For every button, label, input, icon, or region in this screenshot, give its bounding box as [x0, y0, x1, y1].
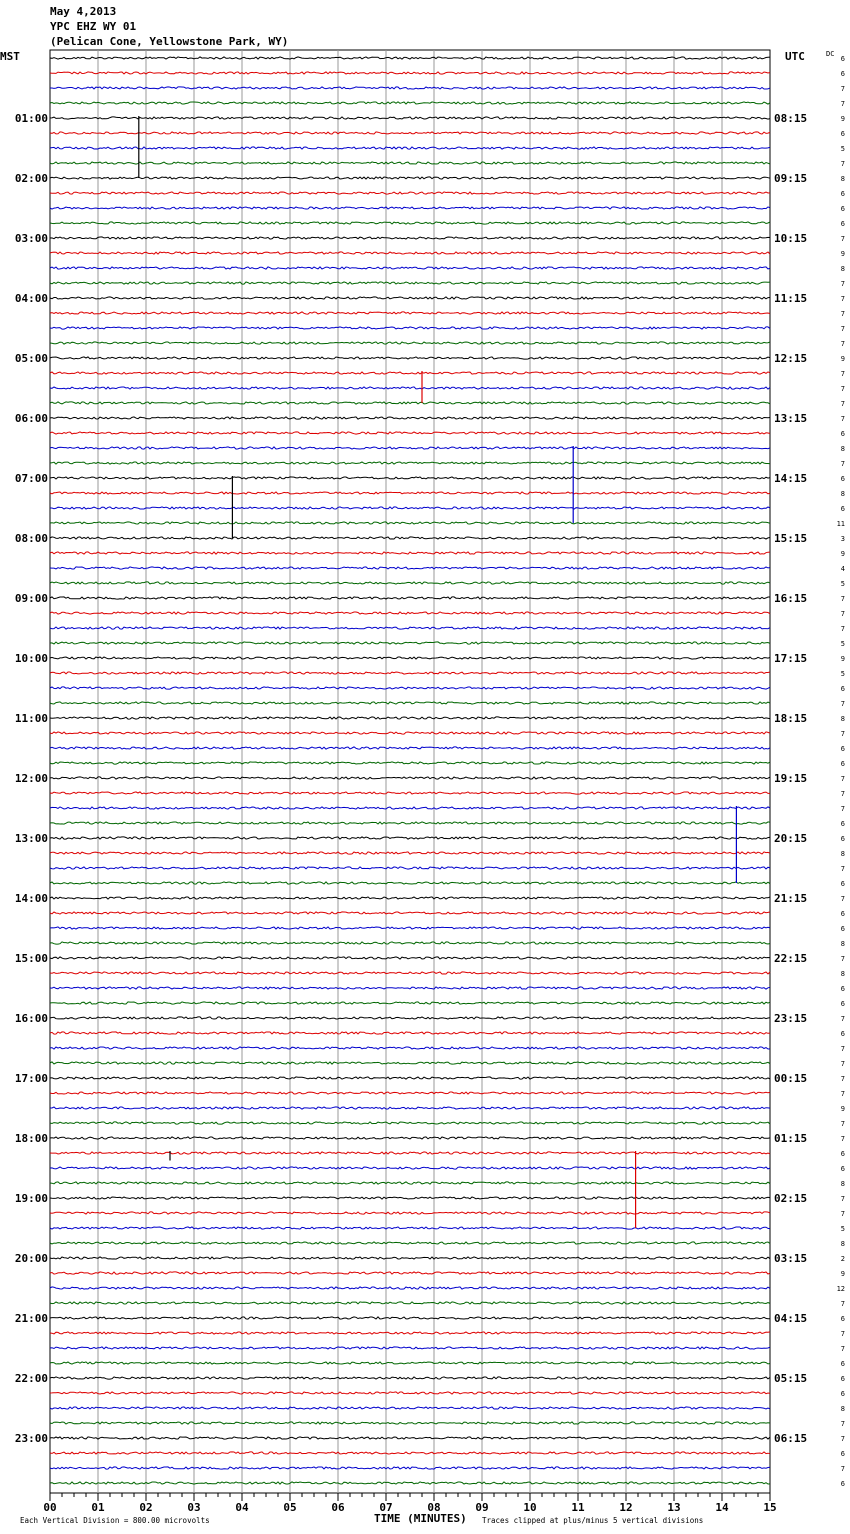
trace-line — [50, 552, 770, 554]
trace-line — [50, 507, 770, 509]
trace-line — [50, 1152, 770, 1154]
dc-offset-value: 8 — [840, 1240, 845, 1248]
left-hour-label: 01:00 — [14, 112, 48, 125]
dc-offset-value: 7 — [840, 1060, 845, 1068]
trace-line — [50, 357, 770, 359]
left-hour-label: 21:00 — [14, 1312, 48, 1325]
right-hour-label: 22:15 — [774, 952, 808, 965]
trace-line — [50, 987, 770, 989]
left-hour-label: 22:00 — [14, 1372, 48, 1385]
trace-line — [50, 702, 770, 704]
trace-line — [50, 1272, 770, 1274]
trace-line — [50, 87, 770, 89]
trace-line — [50, 1407, 770, 1409]
dc-offset-value: 8 — [840, 850, 845, 858]
trace-line — [50, 762, 770, 764]
right-hour-label: 15:15 — [774, 532, 808, 545]
trace-line — [50, 1062, 770, 1064]
dc-offset-value: 5 — [840, 580, 845, 588]
dc-offset-value: 7 — [840, 1045, 845, 1053]
dc-offset-value: 11 — [836, 520, 845, 528]
left-hour-label: 05:00 — [14, 352, 48, 365]
trace-line — [50, 477, 770, 479]
trace-line — [50, 237, 770, 239]
dc-offset-value: 7 — [840, 1345, 845, 1353]
trace-line — [50, 1452, 770, 1454]
dc-offset-value: 6 — [840, 745, 845, 753]
dc-offset-value: 9 — [840, 115, 845, 123]
trace-line — [50, 597, 770, 599]
dc-offset-value: 6 — [840, 760, 845, 768]
left-hour-label: 23:00 — [14, 1432, 48, 1445]
dc-offset-value: 7 — [840, 460, 845, 468]
dc-offset-value: 7 — [840, 1120, 845, 1128]
right-hour-label: 11:15 — [774, 292, 808, 305]
trace-line — [50, 417, 770, 419]
dc-offset-value: 6 — [840, 985, 845, 993]
x-tick-label: 13 — [667, 1501, 681, 1514]
dc-offset-value: 9 — [840, 1270, 845, 1278]
dc-offset-value: 6 — [840, 1360, 845, 1368]
right-hour-label: 04:15 — [774, 1312, 808, 1325]
dc-offset-value: 7 — [840, 100, 845, 108]
dc-offset-value: 7 — [840, 1465, 845, 1473]
dc-offset-value: 7 — [840, 295, 845, 303]
trace-line — [50, 867, 770, 869]
left-hour-label: 04:00 — [14, 292, 48, 305]
right-hour-label: 00:15 — [774, 1072, 808, 1085]
trace-line — [50, 687, 770, 689]
dc-offset-value: 7 — [840, 1210, 845, 1218]
dc-offset-value: 7 — [840, 1195, 845, 1203]
x-tick-label: 09 — [475, 1501, 489, 1514]
trace-line — [50, 792, 770, 794]
dc-offset-value: 7 — [840, 1075, 845, 1083]
dc-offset-value: 6 — [840, 190, 845, 198]
left-hour-label: 11:00 — [14, 712, 48, 725]
dc-offset-value: 6 — [840, 1030, 845, 1038]
trace-line — [50, 252, 770, 254]
plot-title-location: (Pelican Cone, Yellowstone Park, WY) — [50, 35, 289, 48]
trace-line — [50, 972, 770, 974]
x-tick-label: 05 — [283, 1501, 297, 1514]
dc-offset-value: 7 — [840, 235, 845, 243]
dc-offset-value: 6 — [840, 910, 845, 918]
dc-offset-value: 7 — [840, 85, 845, 93]
dc-offset-value: 6 — [840, 430, 845, 438]
left-hour-label: 20:00 — [14, 1252, 48, 1265]
dc-offset-value: 8 — [840, 265, 845, 273]
trace-line — [50, 462, 770, 464]
dc-offset-value: 8 — [840, 1405, 845, 1413]
dc-offset-value: 9 — [840, 250, 845, 258]
dc-offset-value: 6 — [840, 820, 845, 828]
left-hour-label: 15:00 — [14, 952, 48, 965]
trace-line — [50, 1482, 770, 1484]
trace-line — [50, 447, 770, 449]
dc-offset-value: 7 — [840, 625, 845, 633]
dc-offset-value: 6 — [840, 505, 845, 513]
dc-offset-value: 7 — [840, 775, 845, 783]
trace-line — [50, 1047, 770, 1049]
trace-line — [50, 102, 770, 104]
dc-offset-value: 2 — [840, 1255, 845, 1263]
left-hour-label: 08:00 — [14, 532, 48, 545]
trace-line — [50, 192, 770, 194]
dc-offset-value: 7 — [840, 1300, 845, 1308]
x-tick-label: 08 — [427, 1501, 441, 1514]
left-hour-label: 02:00 — [14, 172, 48, 185]
x-tick-label: 12 — [619, 1501, 633, 1514]
dc-offset-value: 9 — [840, 355, 845, 363]
scale-note: Each Vertical Division = 800.00 microvolts — [20, 1516, 210, 1525]
trace-line — [50, 747, 770, 749]
dc-offset-value: 7 — [840, 310, 845, 318]
dc-offset-value: 6 — [840, 1390, 845, 1398]
left-hour-label: 19:00 — [14, 1192, 48, 1205]
trace-line — [50, 612, 770, 614]
dc-offset-value: 9 — [840, 550, 845, 558]
dc-offset-value: 12 — [836, 1285, 845, 1293]
dc-offset-value: 8 — [840, 715, 845, 723]
trace-line — [50, 1167, 770, 1169]
dc-offset-value: 6 — [840, 685, 845, 693]
right-hour-label: 14:15 — [774, 472, 808, 485]
left-timezone-label: MST — [0, 50, 20, 63]
trace-line — [50, 432, 770, 434]
trace-line — [50, 852, 770, 854]
trace-line — [50, 672, 770, 674]
dc-offset-value: 7 — [840, 1330, 845, 1338]
dc-offset-value: 8 — [840, 175, 845, 183]
dc-offset-value: 7 — [840, 325, 845, 333]
dc-offset-value: 7 — [840, 790, 845, 798]
left-hour-label: 16:00 — [14, 1012, 48, 1025]
trace-line — [50, 1032, 770, 1034]
trace-line — [50, 282, 770, 284]
dc-offset-value: 6 — [840, 1450, 845, 1458]
right-hour-label: 16:15 — [774, 592, 808, 605]
dc-offset-value: 7 — [840, 1090, 845, 1098]
right-hour-label: 18:15 — [774, 712, 808, 725]
trace-line — [50, 1377, 770, 1379]
trace-line — [50, 132, 770, 134]
right-hour-label: 23:15 — [774, 1012, 808, 1025]
dc-offset-value: 7 — [840, 385, 845, 393]
x-tick-label: 01 — [91, 1501, 105, 1514]
trace-line — [50, 402, 770, 404]
trace-line — [50, 657, 770, 659]
trace-line — [50, 1467, 770, 1469]
left-hour-label: 06:00 — [14, 412, 48, 425]
dc-offset-value: 6 — [840, 205, 845, 213]
trace-line — [50, 897, 770, 899]
dc-offset-value: 9 — [840, 655, 845, 663]
dc-offset-value: 7 — [840, 805, 845, 813]
left-hour-label: 09:00 — [14, 592, 48, 605]
dc-offset-value: 7 — [840, 370, 845, 378]
dc-offset-value: 6 — [840, 475, 845, 483]
trace-line — [50, 1287, 770, 1289]
trace-line — [50, 1437, 770, 1439]
dc-offset-value: 8 — [840, 445, 845, 453]
dc-offset-value: 8 — [840, 1180, 845, 1188]
trace-line — [50, 57, 770, 59]
left-hour-label: 07:00 — [14, 472, 48, 485]
dc-offset-value: 6 — [840, 925, 845, 933]
trace-line — [50, 567, 770, 569]
right-hour-label: 20:15 — [774, 832, 808, 845]
x-tick-label: 11 — [571, 1501, 585, 1514]
right-hour-label: 21:15 — [774, 892, 808, 905]
trace-line — [50, 837, 770, 839]
x-tick-label: 07 — [379, 1501, 393, 1514]
trace-line — [50, 342, 770, 344]
dc-column-label: DC — [826, 50, 835, 58]
trace-line — [50, 822, 770, 824]
trace-line — [50, 327, 770, 329]
dc-offset-value: 6 — [840, 835, 845, 843]
dc-offset-value: 8 — [840, 490, 845, 498]
trace-line — [50, 372, 770, 374]
dc-offset-value: 7 — [840, 280, 845, 288]
trace-line — [50, 162, 770, 164]
trace-line — [50, 492, 770, 494]
left-hour-label: 12:00 — [14, 772, 48, 785]
dc-offset-value: 6 — [840, 220, 845, 228]
trace-line — [50, 777, 770, 779]
trace-line — [50, 1077, 770, 1079]
plot-title-date: May 4,2013 — [50, 5, 117, 18]
trace-line — [50, 1107, 770, 1109]
clip-note: Traces clipped at plus/minus 5 vertical divisions — [482, 1516, 704, 1525]
dc-offset-value: 5 — [840, 670, 845, 678]
dc-offset-value: 7 — [840, 1435, 845, 1443]
trace-line — [50, 1422, 770, 1424]
dc-offset-value: 6 — [840, 1165, 845, 1173]
dc-offset-value: 6 — [840, 130, 845, 138]
trace-line — [50, 1227, 770, 1229]
left-hour-label: 03:00 — [14, 232, 48, 245]
x-tick-label: 00 — [43, 1501, 57, 1514]
trace-line — [50, 297, 770, 299]
dc-offset-value: 3 — [840, 535, 845, 543]
dc-offset-value: 7 — [840, 595, 845, 603]
dc-offset-value: 7 — [840, 955, 845, 963]
trace-line — [50, 627, 770, 629]
x-tick-label: 02 — [139, 1501, 153, 1514]
dc-offset-value: 5 — [840, 1225, 845, 1233]
dc-offset-value: 7 — [840, 700, 845, 708]
dc-offset-value: 7 — [840, 865, 845, 873]
trace-line — [50, 1182, 770, 1184]
right-timezone-label: UTC — [785, 50, 805, 63]
trace-line — [50, 267, 770, 269]
dc-offset-value: 7 — [840, 340, 845, 348]
trace-line — [50, 1302, 770, 1304]
trace-line — [50, 72, 770, 74]
x-tick-label: 03 — [187, 1501, 201, 1514]
dc-offset-value: 7 — [840, 415, 845, 423]
trace-line — [50, 1317, 770, 1319]
trace-line — [50, 957, 770, 959]
right-hour-label: 06:15 — [774, 1432, 808, 1445]
trace-line — [50, 1347, 770, 1349]
trace-line — [50, 147, 770, 149]
right-hour-label: 12:15 — [774, 352, 808, 365]
dc-offset-value: 7 — [840, 400, 845, 408]
trace-line — [50, 387, 770, 389]
dc-offset-value: 6 — [840, 1480, 845, 1488]
trace-line — [50, 1257, 770, 1259]
right-hour-label: 09:15 — [774, 172, 808, 185]
trace-line — [50, 1212, 770, 1214]
trace-line — [50, 1332, 770, 1334]
dc-offset-value: 8 — [840, 940, 845, 948]
dc-offset-value: 6 — [840, 1000, 845, 1008]
dc-offset-value: 5 — [840, 145, 845, 153]
left-hour-label: 17:00 — [14, 1072, 48, 1085]
x-tick-label: 06 — [331, 1501, 345, 1514]
trace-line — [50, 882, 770, 884]
dc-offset-value: 6 — [840, 880, 845, 888]
x-tick-label: 04 — [235, 1501, 249, 1514]
dc-offset-value: 6 — [840, 1375, 845, 1383]
trace-line — [50, 1002, 770, 1004]
x-tick-label: 15 — [763, 1501, 777, 1514]
trace-line — [50, 522, 770, 524]
left-hour-label: 13:00 — [14, 832, 48, 845]
trace-line — [50, 1362, 770, 1364]
dc-offset-value: 7 — [840, 730, 845, 738]
right-hour-label: 17:15 — [774, 652, 808, 665]
trace-line — [50, 537, 770, 539]
trace-line — [50, 1392, 770, 1394]
dc-offset-value: 9 — [840, 1105, 845, 1113]
trace-line — [50, 1197, 770, 1199]
right-hour-label: 05:15 — [774, 1372, 808, 1385]
trace-line — [50, 312, 770, 314]
trace-line — [50, 1092, 770, 1094]
trace-line — [50, 912, 770, 914]
dc-offset-value: 6 — [840, 55, 845, 63]
trace-line — [50, 717, 770, 719]
dc-offset-value: 7 — [840, 610, 845, 618]
trace-line — [50, 117, 770, 119]
plot-frame — [50, 50, 770, 1493]
right-hour-label: 01:15 — [774, 1132, 808, 1145]
left-hour-label: 14:00 — [14, 892, 48, 905]
right-hour-label: 19:15 — [774, 772, 808, 785]
trace-line — [50, 207, 770, 209]
trace-line — [50, 1137, 770, 1139]
right-hour-label: 08:15 — [774, 112, 808, 125]
right-hour-label: 03:15 — [774, 1252, 808, 1265]
trace-line — [50, 177, 770, 179]
trace-line — [50, 1242, 770, 1244]
trace-line — [50, 642, 770, 644]
trace-line — [50, 807, 770, 809]
left-hour-label: 10:00 — [14, 652, 48, 665]
dc-offset-value: 6 — [840, 1150, 845, 1158]
plot-title-station: YPC EHZ WY 01 — [50, 20, 137, 33]
dc-offset-value: 7 — [840, 1015, 845, 1023]
dc-offset-value: 6 — [840, 1315, 845, 1323]
x-axis-title: TIME (MINUTES) — [374, 1512, 467, 1525]
trace-line — [50, 582, 770, 584]
dc-offset-value: 7 — [840, 1420, 845, 1428]
trace-line — [50, 927, 770, 929]
dc-offset-value: 7 — [840, 895, 845, 903]
right-hour-label: 02:15 — [774, 1192, 808, 1205]
trace-line — [50, 222, 770, 224]
x-tick-label: 14 — [715, 1501, 729, 1514]
left-hour-label: 18:00 — [14, 1132, 48, 1145]
trace-line — [50, 732, 770, 734]
right-hour-label: 13:15 — [774, 412, 808, 425]
dc-offset-value: 6 — [840, 70, 845, 78]
dc-offset-value: 7 — [840, 160, 845, 168]
trace-line — [50, 1017, 770, 1019]
trace-line — [50, 1122, 770, 1124]
right-hour-label: 10:15 — [774, 232, 808, 245]
dc-offset-value: 7 — [840, 1135, 845, 1143]
x-tick-label: 10 — [523, 1501, 537, 1514]
dc-offset-value: 4 — [840, 565, 845, 573]
dc-offset-value: 8 — [840, 970, 845, 978]
dc-offset-value: 5 — [840, 640, 845, 648]
trace-line — [50, 942, 770, 944]
